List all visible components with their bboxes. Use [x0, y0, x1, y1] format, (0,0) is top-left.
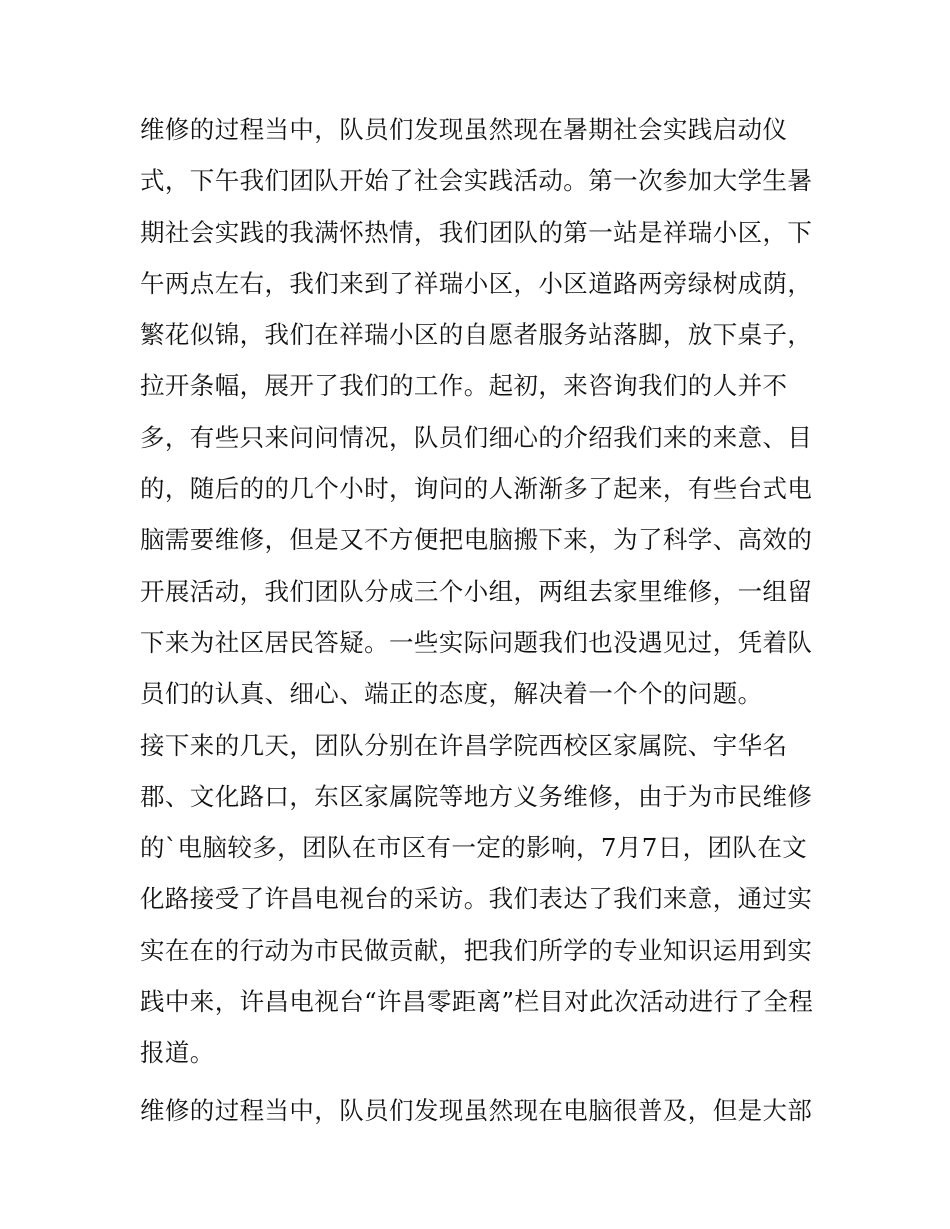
text-line: 开展活动，我们团队分成三个小组，两组去家里维修，一组留 — [140, 576, 813, 606]
text-line: 多，有些只来问问情况，队员们细心的介绍我们来的来意、目 — [140, 422, 813, 452]
text-line: 式，下午我们团队开始了社会实践活动。第一次参加大学生暑 — [140, 166, 813, 196]
text-line: 员们的认真、细心、端正的态度，解决着一个个的问题。 — [140, 679, 763, 709]
text-line: 拉开条幅，展开了我们的工作。起初，来咨询我们的人并不 — [140, 371, 788, 401]
text-line: 实在在的行动为市民做贡献，把我们所学的专业知识运用到实 — [140, 935, 813, 965]
text-line: 午两点左右，我们来到了祥瑞小区，小区道路两旁绿树成荫， — [140, 268, 813, 298]
text-line: 的`电脑较多，团队在市区有一定的影响，7月7日，团队在文 — [140, 833, 808, 863]
text-line: 繁花似锦，我们在祥瑞小区的自愿者服务站落脚，放下桌子， — [140, 320, 813, 350]
document-body — [140, 104, 820, 1136]
paragraph-3 — [140, 1085, 820, 1136]
text-line: 报道。 — [140, 1038, 215, 1068]
text-line: 的，随后的的几个小时，询问的人渐渐多了起来，有些台式电 — [140, 474, 813, 504]
text-line: 维修的过程当中，队员们发现虽然现在电脑很普及，但是大部 — [140, 1095, 813, 1125]
text-line: 脑需要维修，但是又不方便把电脑搬下来，为了科学、高效的 — [140, 525, 813, 555]
paragraph-2 — [140, 720, 820, 1079]
text-line: 郡、文化路口，东区家属院等地方义务维修，由于为市民维修 — [140, 781, 813, 811]
text-line: 践中来，许昌电视台“许昌零距离”栏目对此次活动进行了全程 — [140, 987, 814, 1017]
text-line: 维修的过程当中，队员们发现虽然现在暑期社会实践启动仪 — [140, 115, 788, 144]
text-line: 期社会实践的我满怀热情，我们团队的第一站是祥瑞小区，下 — [140, 217, 813, 247]
text-line: 化路接受了许昌电视台的采访。我们表达了我们来意，通过实 — [140, 884, 813, 914]
text-line: 接下来的几天，团队分别在许昌学院西校区家属院、宇华名 — [140, 730, 788, 760]
paragraph-1 — [140, 104, 820, 720]
text-line: 下来为社区居民答疑。一些实际问题我们也没遇见过，凭着队 — [140, 627, 813, 657]
